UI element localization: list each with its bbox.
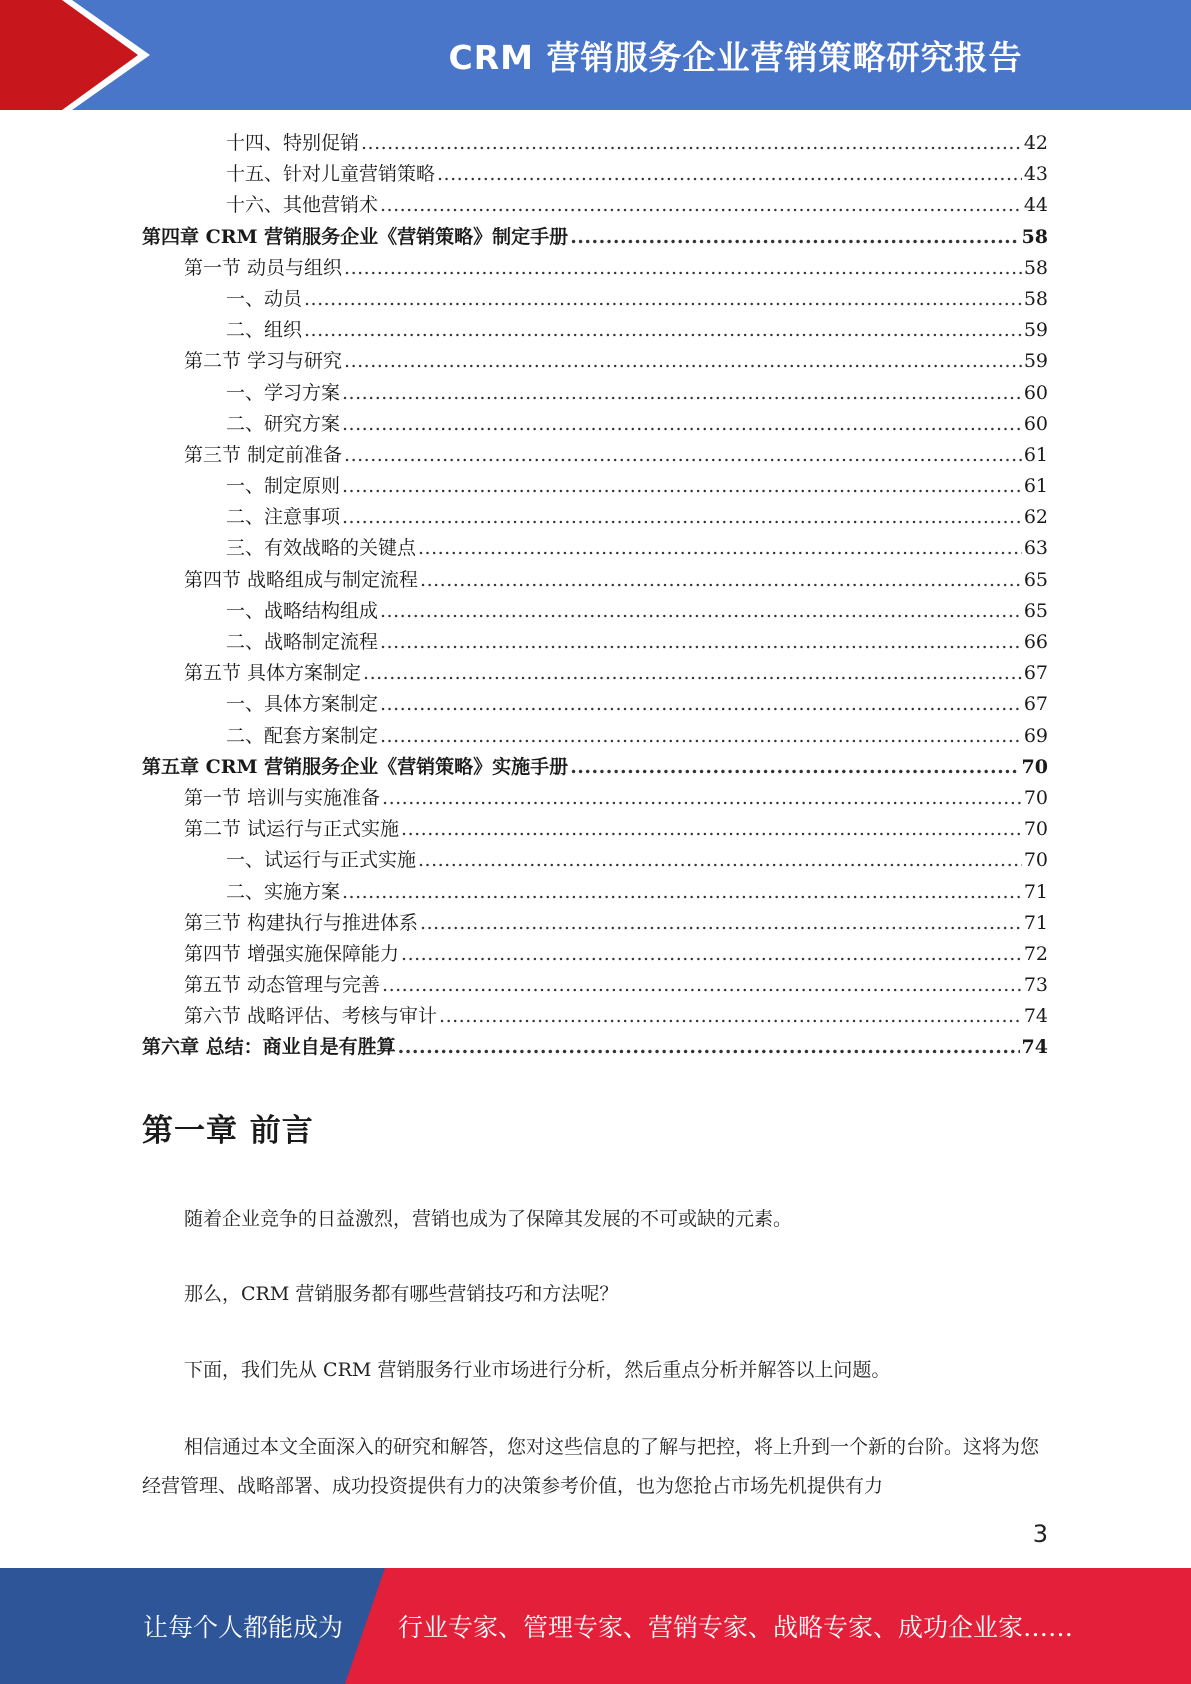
toc-entry-label: 一、战略结构组成 (226, 599, 379, 622)
paragraph: 随着企业竞争的日益激烈，营销也成为了保障其发展的不可或缺的元素。 (184, 1208, 793, 1230)
toc-entry-label: 二、配套方案制定 (226, 724, 379, 747)
toc-entry-page: 60 (1023, 381, 1048, 404)
toc-leader-dots (380, 721, 1022, 752)
toc-entry-label: 第五章 CRM 营销服务企业《营销策略》实施手册 (142, 755, 569, 778)
toc-leader-dots (363, 658, 1022, 689)
toc-entry-label: 十五、针对儿童营销策略 (226, 163, 436, 186)
toc-entry[interactable] (142, 752, 1048, 783)
toc-entry[interactable] (142, 440, 1048, 471)
toc-leader-dots (342, 409, 1022, 440)
toc-entry[interactable] (142, 783, 1048, 814)
toc-entry-label: 一、制定原则 (226, 475, 341, 498)
header-arrow-decoration (0, 0, 160, 110)
toc-leader-dots (380, 689, 1022, 720)
toc-entry[interactable] (142, 409, 1048, 440)
toc-entry[interactable] (142, 845, 1048, 876)
page-number: 3 (1032, 1520, 1048, 1548)
toc-entry-page: 65 (1023, 568, 1048, 591)
toc-entry-page: 70 (1021, 755, 1048, 778)
toc-entry-label: 二、实施方案 (226, 880, 341, 903)
toc-entry-label: 第一节 培训与实施准备 (184, 786, 381, 809)
toc-entry-page: 70 (1023, 849, 1048, 872)
toc-entry-label: 一、学习方案 (226, 381, 341, 404)
toc-entry-page: 73 (1023, 974, 1048, 997)
toc-entry-label: 第三节 制定前准备 (184, 443, 343, 466)
toc-leader-dots (382, 783, 1022, 814)
footer-slogan-left: 让每个人都能成为 (143, 1613, 344, 1642)
toc-leader-dots (344, 440, 1022, 471)
toc-entry-page: 43 (1023, 163, 1048, 186)
toc-entry[interactable] (142, 721, 1048, 752)
toc-entry[interactable] (142, 689, 1048, 720)
toc-entry-label: 一、试运行与正式实施 (226, 849, 417, 872)
toc-leader-dots (420, 565, 1022, 596)
toc-entry[interactable] (142, 284, 1048, 315)
report-title: CRM 营销服务企业营销策略研究报告 (448, 37, 1023, 77)
toc-entry[interactable] (142, 471, 1048, 502)
toc-entry-label: 第五节 具体方案制定 (184, 662, 362, 685)
toc-entry[interactable] (142, 814, 1048, 845)
toc-leader-dots (380, 627, 1022, 658)
toc-leader-dots (570, 222, 1019, 253)
toc-entry[interactable] (142, 939, 1048, 970)
toc-entry-label: 第五节 动态管理与完善 (184, 974, 381, 997)
toc-entry-page: 70 (1023, 818, 1048, 841)
toc-entry-label: 一、动员 (226, 287, 303, 310)
toc-entry-label: 第一节 动员与组织 (184, 256, 343, 279)
toc-entry-label: 第四章 CRM 营销服务企业《营销策略》制定手册 (142, 225, 569, 248)
toc-entry[interactable] (142, 190, 1048, 221)
toc-entry-label: 一、具体方案制定 (226, 693, 379, 716)
toc-entry-label: 第六节 战略评估、考核与审计 (184, 1005, 438, 1028)
toc-entry[interactable] (142, 378, 1048, 409)
toc-entry[interactable] (142, 253, 1048, 284)
toc-entry[interactable] (142, 502, 1048, 533)
toc-entry-page: 58 (1023, 287, 1048, 310)
toc-entry[interactable] (142, 159, 1048, 190)
toc-entry-page: 65 (1023, 599, 1048, 622)
toc-leader-dots (380, 190, 1022, 221)
toc-entry-label: 二、注意事项 (226, 506, 341, 529)
toc-entry[interactable] (142, 908, 1048, 939)
footer-slogan-right: 行业专家、管理专家、营销专家、战略专家、成功企业家…… (398, 1613, 1074, 1642)
toc-entry[interactable] (142, 533, 1048, 564)
toc-entry-page: 60 (1023, 412, 1048, 435)
page-footer (0, 1568, 1191, 1684)
toc-entry[interactable] (142, 1001, 1048, 1032)
toc-entry[interactable] (142, 315, 1048, 346)
toc-leader-dots (418, 845, 1022, 876)
toc-entry-page: 63 (1023, 537, 1048, 560)
toc-entry-page: 58 (1021, 225, 1048, 248)
toc-leader-dots (398, 1032, 1020, 1063)
toc-entry[interactable] (142, 877, 1048, 908)
toc-entry-page: 62 (1023, 506, 1048, 529)
paragraph: 那么，CRM 营销服务都有哪些营销技巧和方法呢？ (184, 1283, 619, 1305)
chapter-title: 第一章 前言 (142, 1113, 314, 1149)
toc-leader-dots (342, 877, 1022, 908)
toc-entry-page: 67 (1023, 693, 1048, 716)
toc-entry-page: 61 (1023, 443, 1048, 466)
toc-leader-dots (304, 315, 1022, 346)
toc-entry-page: 70 (1023, 786, 1048, 809)
toc-entry[interactable] (142, 627, 1048, 658)
toc-leader-dots (420, 908, 1022, 939)
toc-entry-label: 第四节 战略组成与制定流程 (184, 568, 419, 591)
toc-entry-page: 66 (1023, 631, 1048, 653)
toc-entry[interactable] (142, 222, 1048, 253)
toc-leader-dots (304, 284, 1022, 315)
toc-entry[interactable] (142, 565, 1048, 596)
toc-entry-page: 59 (1023, 319, 1048, 342)
toc-entry[interactable] (142, 970, 1048, 1001)
toc-entry-label: 第六章 总结：商业自是有胜算 (142, 1036, 396, 1059)
toc-entry-label: 第二节 试运行与正式实施 (184, 818, 400, 841)
toc-leader-dots (382, 970, 1022, 1001)
toc-entry-label: 第二节 学习与研究 (184, 350, 343, 373)
toc-entry-page: 74 (1023, 1005, 1048, 1028)
toc-entry-label: 二、战略制定流程 (226, 631, 379, 653)
toc-leader-dots (342, 502, 1022, 533)
toc-entry-page: 59 (1023, 350, 1048, 373)
toc-entry-page: 71 (1023, 911, 1048, 934)
toc-leader-dots (570, 752, 1019, 783)
toc-leader-dots (401, 814, 1022, 845)
toc-entry[interactable] (142, 128, 1048, 159)
page-header (0, 0, 1191, 110)
toc-leader-dots (344, 253, 1022, 284)
toc-entry-page: 71 (1023, 880, 1048, 903)
toc-entry-label: 三、有效战略的关键点 (226, 537, 417, 560)
toc-entry-page: 58 (1023, 256, 1048, 279)
toc-leader-dots (418, 533, 1022, 564)
toc-leader-dots (344, 346, 1022, 377)
toc-entry-page: 72 (1023, 942, 1048, 965)
toc-entry-page: 42 (1023, 132, 1048, 154)
toc-leader-dots (437, 159, 1022, 190)
toc-leader-dots (342, 471, 1022, 502)
toc-entry-label: 十六、其他营销术 (226, 194, 379, 217)
toc-entry-label: 二、研究方案 (226, 412, 341, 435)
paragraph: 相信通过本文全面深入的研究和解答，您对这些信息的了解与把控，将上升到一个新的台阶。这将为您经营管理、战略部署、成功投资提供有力的决策参考价值，也为您抢占市场先机提供有力 (142, 1436, 1040, 1497)
paragraph: 下面，我们先从 CRM 营销服务行业市场进行分析，然后重点分析并解答以上问题。 (184, 1359, 891, 1381)
toc-entry-page: 74 (1021, 1036, 1048, 1059)
toc-leader-dots (401, 939, 1022, 970)
toc-entry-label: 第三节 构建执行与推进体系 (184, 911, 419, 934)
toc-entry[interactable] (142, 1032, 1048, 1063)
toc-leader-dots (361, 128, 1022, 159)
toc-entry-page: 69 (1023, 724, 1048, 747)
toc-entry-label: 第四节 增强实施保障能力 (184, 942, 400, 965)
toc-entry-page: 67 (1023, 662, 1048, 685)
toc-leader-dots (380, 596, 1022, 627)
toc-leader-dots (342, 378, 1022, 409)
toc-entry-page: 61 (1023, 475, 1048, 498)
toc-entry[interactable] (142, 596, 1048, 627)
toc-entry-label: 二、组织 (226, 319, 303, 342)
toc-leader-dots (439, 1001, 1022, 1032)
toc-entry[interactable] (142, 346, 1048, 377)
toc-entry-label: 十四、特别促销 (226, 132, 360, 154)
table-of-contents (142, 128, 1048, 1064)
toc-entry-page: 44 (1023, 194, 1048, 217)
toc-entry[interactable] (142, 658, 1048, 689)
